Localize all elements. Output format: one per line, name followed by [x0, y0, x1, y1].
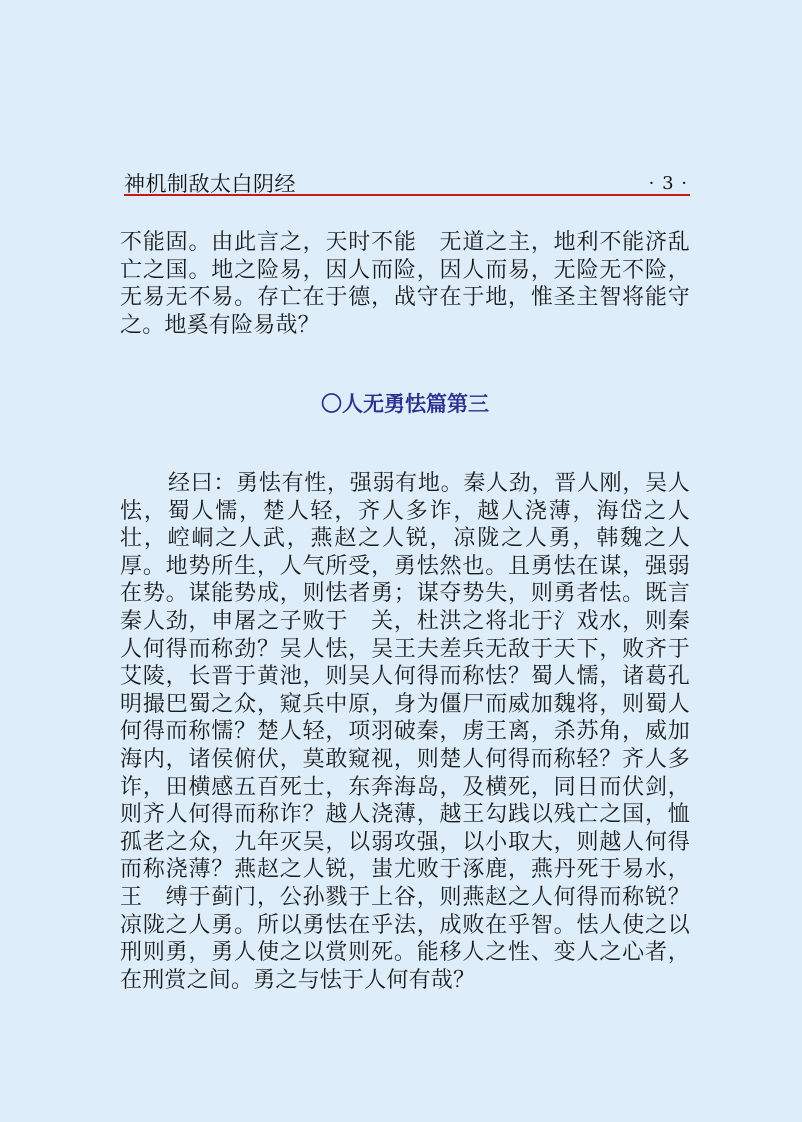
- book-title: 神机制敌太白阴经: [124, 172, 296, 196]
- section-heading: 〇人无勇怯篇第三: [321, 392, 489, 416]
- header-rule: [124, 194, 690, 196]
- body-paragraph-continued: 不能固。由此言之，天时不能 无道之主，地利不能济乱亡之国。地之险易，因人而险，因人而易，无险无不险，无易无不易。存亡在于德，战守在于地，惟圣主智将能守之。地奚有险易哉？: [120, 230, 690, 338]
- running-header: [124, 170, 690, 194]
- body-paragraph: 经曰：勇怯有性，强弱有地。秦人劲，晋人刚，吴人怯，蜀人懦，楚人轻，齐人多诈，越人浇薄，海岱之人壮，崆峒之人武，燕赵之人锐，凉陇之人勇，韩魏之人厚。地势所生，人气所受，勇怯然也。且勇怯在谋，强弱在势。谋能势成，则怯者勇；谋夺势失，则勇者怯。既言秦人劲，申屠之子败于 关，杜洪之将北于氵戏水，则秦人何得而称劲？吴人怯，吴王夫差兵无敌于天下，败齐于艾陵，长晋于黄池，则吴人何得而称怯？蜀人懦，诸葛孔明撮巴蜀之众，窥兵中原，身为僵尸而威加魏将，则蜀人何得而称懦？楚人轻，项羽破秦，虏王离，杀苏角，威加海内，诸侯俯伏，莫敢窥视，则楚人何得而称轻？齐人多诈，田横感五百死士，东奔海岛，及横死，同日而伏剑，则齐人何得而称诈？越人浇薄，越王勾践以残亡之国，恤孤老之众，九年灭吴，以弱攻强，以小取大，则越人何得而称浇薄？燕赵之人锐，蚩尤败于涿鹿，燕丹死于易水，王 缚于蓟门，公孙戮于上谷，则燕赵之人何得而称锐？凉陇之人勇。所以勇怯在乎法，成败在乎智。怯人使之以刑则勇，勇人使之以赏则死。能移人之性、变人之心者，在刑赏之间。勇之与怯于人何有哉？: [120, 471, 690, 993]
- page-number: · 3 ·: [648, 173, 688, 194]
